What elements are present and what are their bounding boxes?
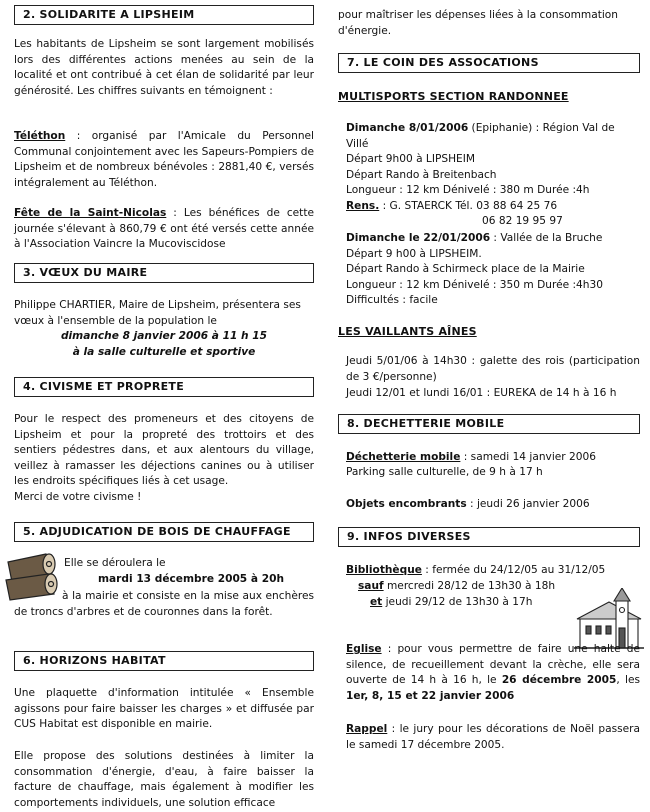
vaillants-title: LES VAILLANTS AÎNES (338, 325, 477, 338)
voeux-date: dimanche 8 janvier 2006 à 11 h 15 (60, 330, 268, 342)
rappel-paragraph (338, 722, 640, 753)
multisports-subtitle: MULTISPORTS SECTION RANDONNEE (338, 90, 569, 103)
event-2-rando: Départ Rando à Schirmeck place de la Mairie (346, 263, 585, 275)
sauf-text: mercredi 28/12 de 13h30 à 18h (383, 580, 556, 592)
event-1-tel2: 06 82 19 95 97 (482, 215, 563, 227)
event-2-place: : Vallée de la Bruche (490, 232, 603, 244)
section-3-text: Philippe CHARTIER, Maire de Lipsheim, présentera ses vœux à l'ensemble de la population le (14, 299, 301, 327)
et-text: jeudi 29/12 de 13h30 à 17h (382, 596, 533, 608)
section-4-text: Pour le respect des promeneurs et des citoyens de Lipsheim et pour la propreté des trottoirs et des sentiers pédestres dans, et aux alentours du village, veillez à ramasser les déjections canines ou à utiliser les endroits spécifiques liés à cet usage. (14, 413, 314, 487)
vaillants-line2: Jeudi 12/01 et lundi 16/01 : EUREKA de 14 h à 16 h (346, 387, 617, 399)
eglise-paragraph (338, 642, 640, 704)
bibliotheque-text: : fermée du 24/12/05 au 31/12/05 (421, 564, 606, 576)
voeux-place: à la salle culturelle et sportive (72, 346, 256, 358)
section-4-title: 4. CIVISME ET PROPRETE (14, 377, 314, 397)
eglise-date: 26 décembre 2005 (501, 674, 617, 686)
event-1-length: Longueur : 12 km Dénivelé : 380 m Durée :4h (346, 184, 590, 196)
encombrants-label: Objets encombrants (346, 498, 467, 510)
rappel-text: : le jury pour les décorations de Noël passera le samedi 17 décembre 2005. (346, 723, 640, 751)
fete-paragraph (14, 206, 314, 253)
civisme-thanks: Merci de votre civisme ! (14, 491, 142, 503)
adjudication-date: mardi 13 décembre 2005 à 20h (98, 573, 284, 585)
event-1 (338, 121, 640, 230)
horizons-continued: pour maîtriser les dépenses liées à la consommation d'énergie. (338, 9, 618, 37)
telethon-paragraph (14, 129, 314, 191)
section-7-title: 7. LE COIN DES ASSOCATIONS (338, 53, 640, 73)
dechetterie-label: Déchetterie mobile (346, 451, 461, 463)
event-2-depart: Départ 9 h00 à LIPSHEIM. (346, 247, 482, 260)
event-2-date: Dimanche le 22/01/2006 (346, 232, 491, 244)
dechetterie-date: : samedi 14 janvier 2006 (460, 451, 596, 463)
horizons-p1: Une plaquette d'information intitulée « Ensemble agissons pour faire baisser les charges » et diffusée par CUS Habitat est disponible en mairie. (14, 687, 314, 730)
eglise-label: Eglise (346, 643, 382, 655)
horizons-p2: Elle propose des solutions destinées à limiter la consommation d'énergie, d'eau, à faire baisser la facture de chauffage, mais également à modifier les comportements individuels, une solution efficace (14, 750, 314, 809)
dechetterie-place: Parking salle culturelle, de 9 h à 17 h (346, 466, 543, 478)
event-1-rens: : G. STAERCK Tél. 03 88 64 25 76 (379, 199, 558, 212)
section-5-title: 5. ADJUDICATION DE BOIS DE CHAUFFAGE (14, 522, 314, 542)
section-2-title: 2. SOLIDARITE A LIPSHEIM (14, 5, 314, 25)
event-2 (338, 231, 640, 309)
event-1-rens-label: Rens. (346, 199, 380, 212)
event-1-date: Dimanche 8/01/2006 (346, 122, 469, 134)
eglise-text2: , les (616, 674, 641, 686)
event-1-rando: Départ Rando à Breitenbach (346, 168, 497, 181)
encombrants-date: : jeudi 26 janvier 2006 (466, 498, 590, 510)
section-3-title: 3. VŒUX DU MAIRE (14, 263, 314, 283)
bibliotheque-label: Bibliothèque (346, 564, 422, 576)
section-8-title: 8. DECHETTERIE MOBILE (338, 414, 640, 434)
adjudication-line1: Elle se déroulera le (64, 557, 166, 569)
section-6-title: 6. HORIZONS HABITAT (14, 651, 314, 671)
telethon-text: : organisé par l'Amicale du Personnel Communal conjointement avec les Sapeurs-Pompiers de Lipsheim et de nombreux bénévoles : 2881,40 €, versés intégralement au Téléthon. (14, 130, 314, 189)
event-2-difficulty: Difficultés : facile (346, 294, 438, 306)
vaillants-line1: Jeudi 5/01/06 à 14h30 : galette des rois (participation de 3 €/personne) (346, 355, 640, 383)
telethon-label: Téléthon (14, 130, 66, 142)
rappel-label: Rappel (346, 723, 388, 735)
sauf-label: sauf (358, 580, 384, 592)
adjudication-text: à la mairie et consiste en la mise aux enchères de troncs d'arbres et de couronnes dans la forêt. (14, 590, 314, 618)
fete-text: : Les bénéfices de cette journée s'élevant à 860,79 € ont été versés cette année à l'Association Vaincre la Mucoviscidose (14, 207, 314, 250)
fete-label: Fête de la Saint-Nicolas (14, 207, 167, 219)
eglise-dates: 1er, 8, 15 et 22 janvier 2006 (346, 689, 515, 702)
section-2-intro: Les habitants de Lipsheim se sont largement mobilisés lors des différentes actions menées au sein de la localité et ont contribué à cet élan de solidarité par leur générosité. Les chiffres suivants en témoignent : (14, 38, 314, 97)
et-label: et (370, 596, 383, 608)
event-2-length: Longueur : 12 km Dénivelé : 350 m Durée :4h30 (346, 278, 603, 291)
event-1-place: (Epiphanie) : Région Val de Villé (346, 122, 615, 150)
section-9-title: 9. INFOS DIVERSES (338, 527, 640, 547)
event-1-depart: Départ 9h00 à LIPSHEIM (346, 153, 475, 165)
eglise-text: : pour vous permettre de faire une halte de silence, de recueillement devant la crèche, elle sera ouverte de 14 h à 16 h, le (346, 643, 640, 686)
